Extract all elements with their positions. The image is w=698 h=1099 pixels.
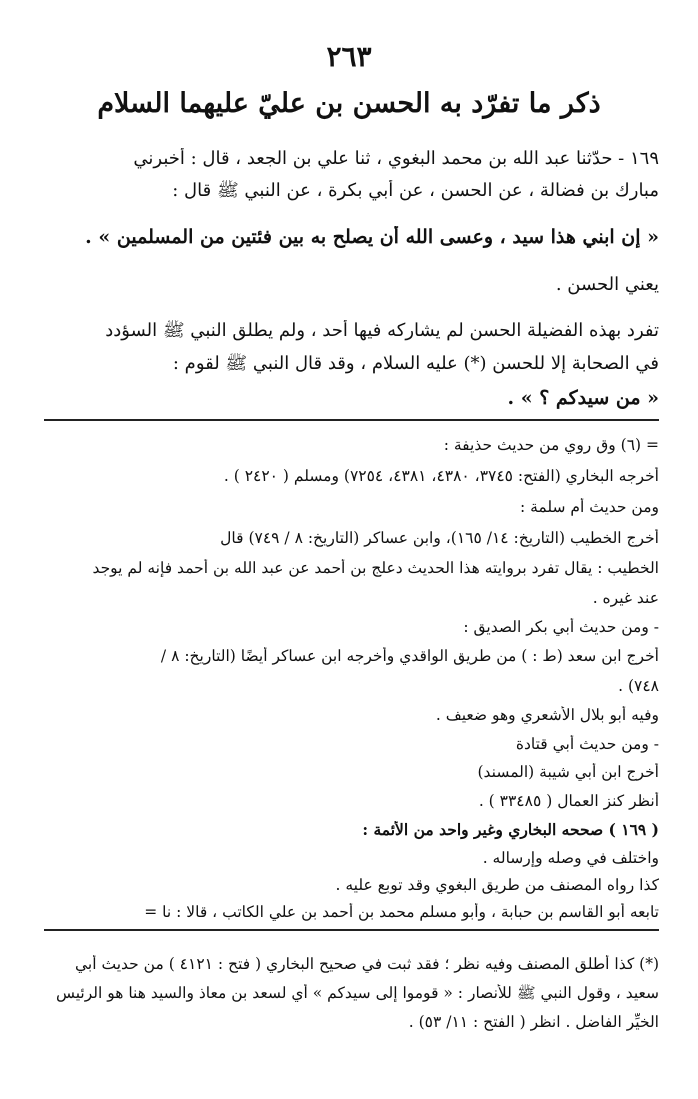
hadith-isnad-line-1: ١٦٩ - حدّثنا عبد الله بن محمد البغوي ، ثنا علي بن الجعد ، قال : أخبرني — [133, 148, 659, 169]
commentary-line-2: تفرد بهذه الفضيلة الحسن لم يشاركه فيها أحد ، ولم يطلق النبي ﷺ السؤدد — [105, 320, 659, 341]
page-number: ٢٦٣ — [326, 40, 372, 73]
footnote-line: أخرج ابن سعد (ط : ) من طريق الواقدي وأخرجه ابن عساكر أيضًا (التاريخ: ٨ / — [160, 647, 659, 665]
footnote-line: - ومن حديث أبي بكر الصديق : — [463, 618, 659, 636]
footnote-line: - ومن حديث أبي قتادة — [515, 735, 659, 753]
footnote-line: أنظر كنز العمال ( ٣٣٤٨٥ ) . — [478, 792, 659, 810]
commentary-line-3: في الصحابة إلا للحسن (*) عليه السلام ، وقد قال النبي ﷺ لقوم : — [172, 353, 659, 374]
footnote-line: أخرجه البخاري (الفتح: ٣٧٤٥، ٤٣٨٠، ٤٣٨١، ٧٢٥٤) ومسلم ( ٢٤٢٠ ) . — [223, 467, 659, 485]
author-note-line: (*) كذا أطلق المصنف وفيه نظر ؛ فقد ثبت في صحيح البخاري ( فتح : ٤١٢١ ) من حديث أبي — [75, 955, 659, 973]
footnote-line: عند غيره . — [592, 589, 659, 607]
footnote-line: واختلف في وصله وإرساله . — [482, 849, 659, 867]
quoted-question: « من سيدكم ؟ » . — [507, 387, 659, 409]
author-note-line: الخيِّر الفاضل . انظر ( الفتح : ١١/ ٥٣) . — [408, 1013, 659, 1031]
footnote-line: ٧٤٨) . — [618, 677, 659, 695]
footnote-line-bold: ( ١٦٩ ) صححه البخاري وغير واحد من الأئمة : — [362, 821, 659, 839]
hadith-isnad-line-2: مبارك بن فضالة ، عن الحسن ، عن أبي بكرة ، عن النبي ﷺ قال : — [172, 180, 659, 201]
footnote-line: كذا رواه المصنف من طريق البغوي وقد توبع عليه . — [335, 876, 659, 894]
footnote-line: أخرج الخطيب (التاريخ: ١٤/ ١٦٥)، وابن عساكر (التاريخ: ٨ / ٧٤٩) قال — [220, 529, 659, 547]
footnote-line: أخرج ابن أبي شيبة (المسند) — [477, 763, 659, 781]
section-title: ذكر ما تفرّد به الحسن بن عليّ عليهما السلام — [97, 88, 601, 119]
footnote-divider-top — [44, 419, 659, 421]
footnote-line: الخطيب : يقال تفرد بروايته هذا الحديث دعلج بن أحمد عن عبد الله بن أحمد فإنه لم يوجد — [92, 559, 659, 577]
hadith-matn: « إن ابني هذا سيد ، وعسى الله أن يصلح به بين فئتين من المسلمين » . — [85, 226, 659, 248]
author-note-line: سعيد ، وقول النبي ﷺ للأنصار : « قوموا إلى سيدكم » أي لسعد بن معاذ والسيد هنا هو الرئيس — [55, 984, 659, 1002]
commentary-line-1: يعني الحسن . — [555, 274, 659, 295]
footnote-line: وفيه أبو بلال الأشعري وهو ضعيف . — [435, 706, 659, 724]
footnote-divider-bottom — [44, 929, 659, 931]
footnote-line: ومن حديث أم سلمة : — [519, 498, 659, 516]
footnote-line: = (٦) وق روي من حديث حذيفة : — [443, 436, 659, 454]
footnote-line: تابعه أبو القاسم بن حبابة ، وأبو مسلم محمد بن أحمد بن علي الكاتب ، قالا : نا = — [144, 903, 659, 921]
